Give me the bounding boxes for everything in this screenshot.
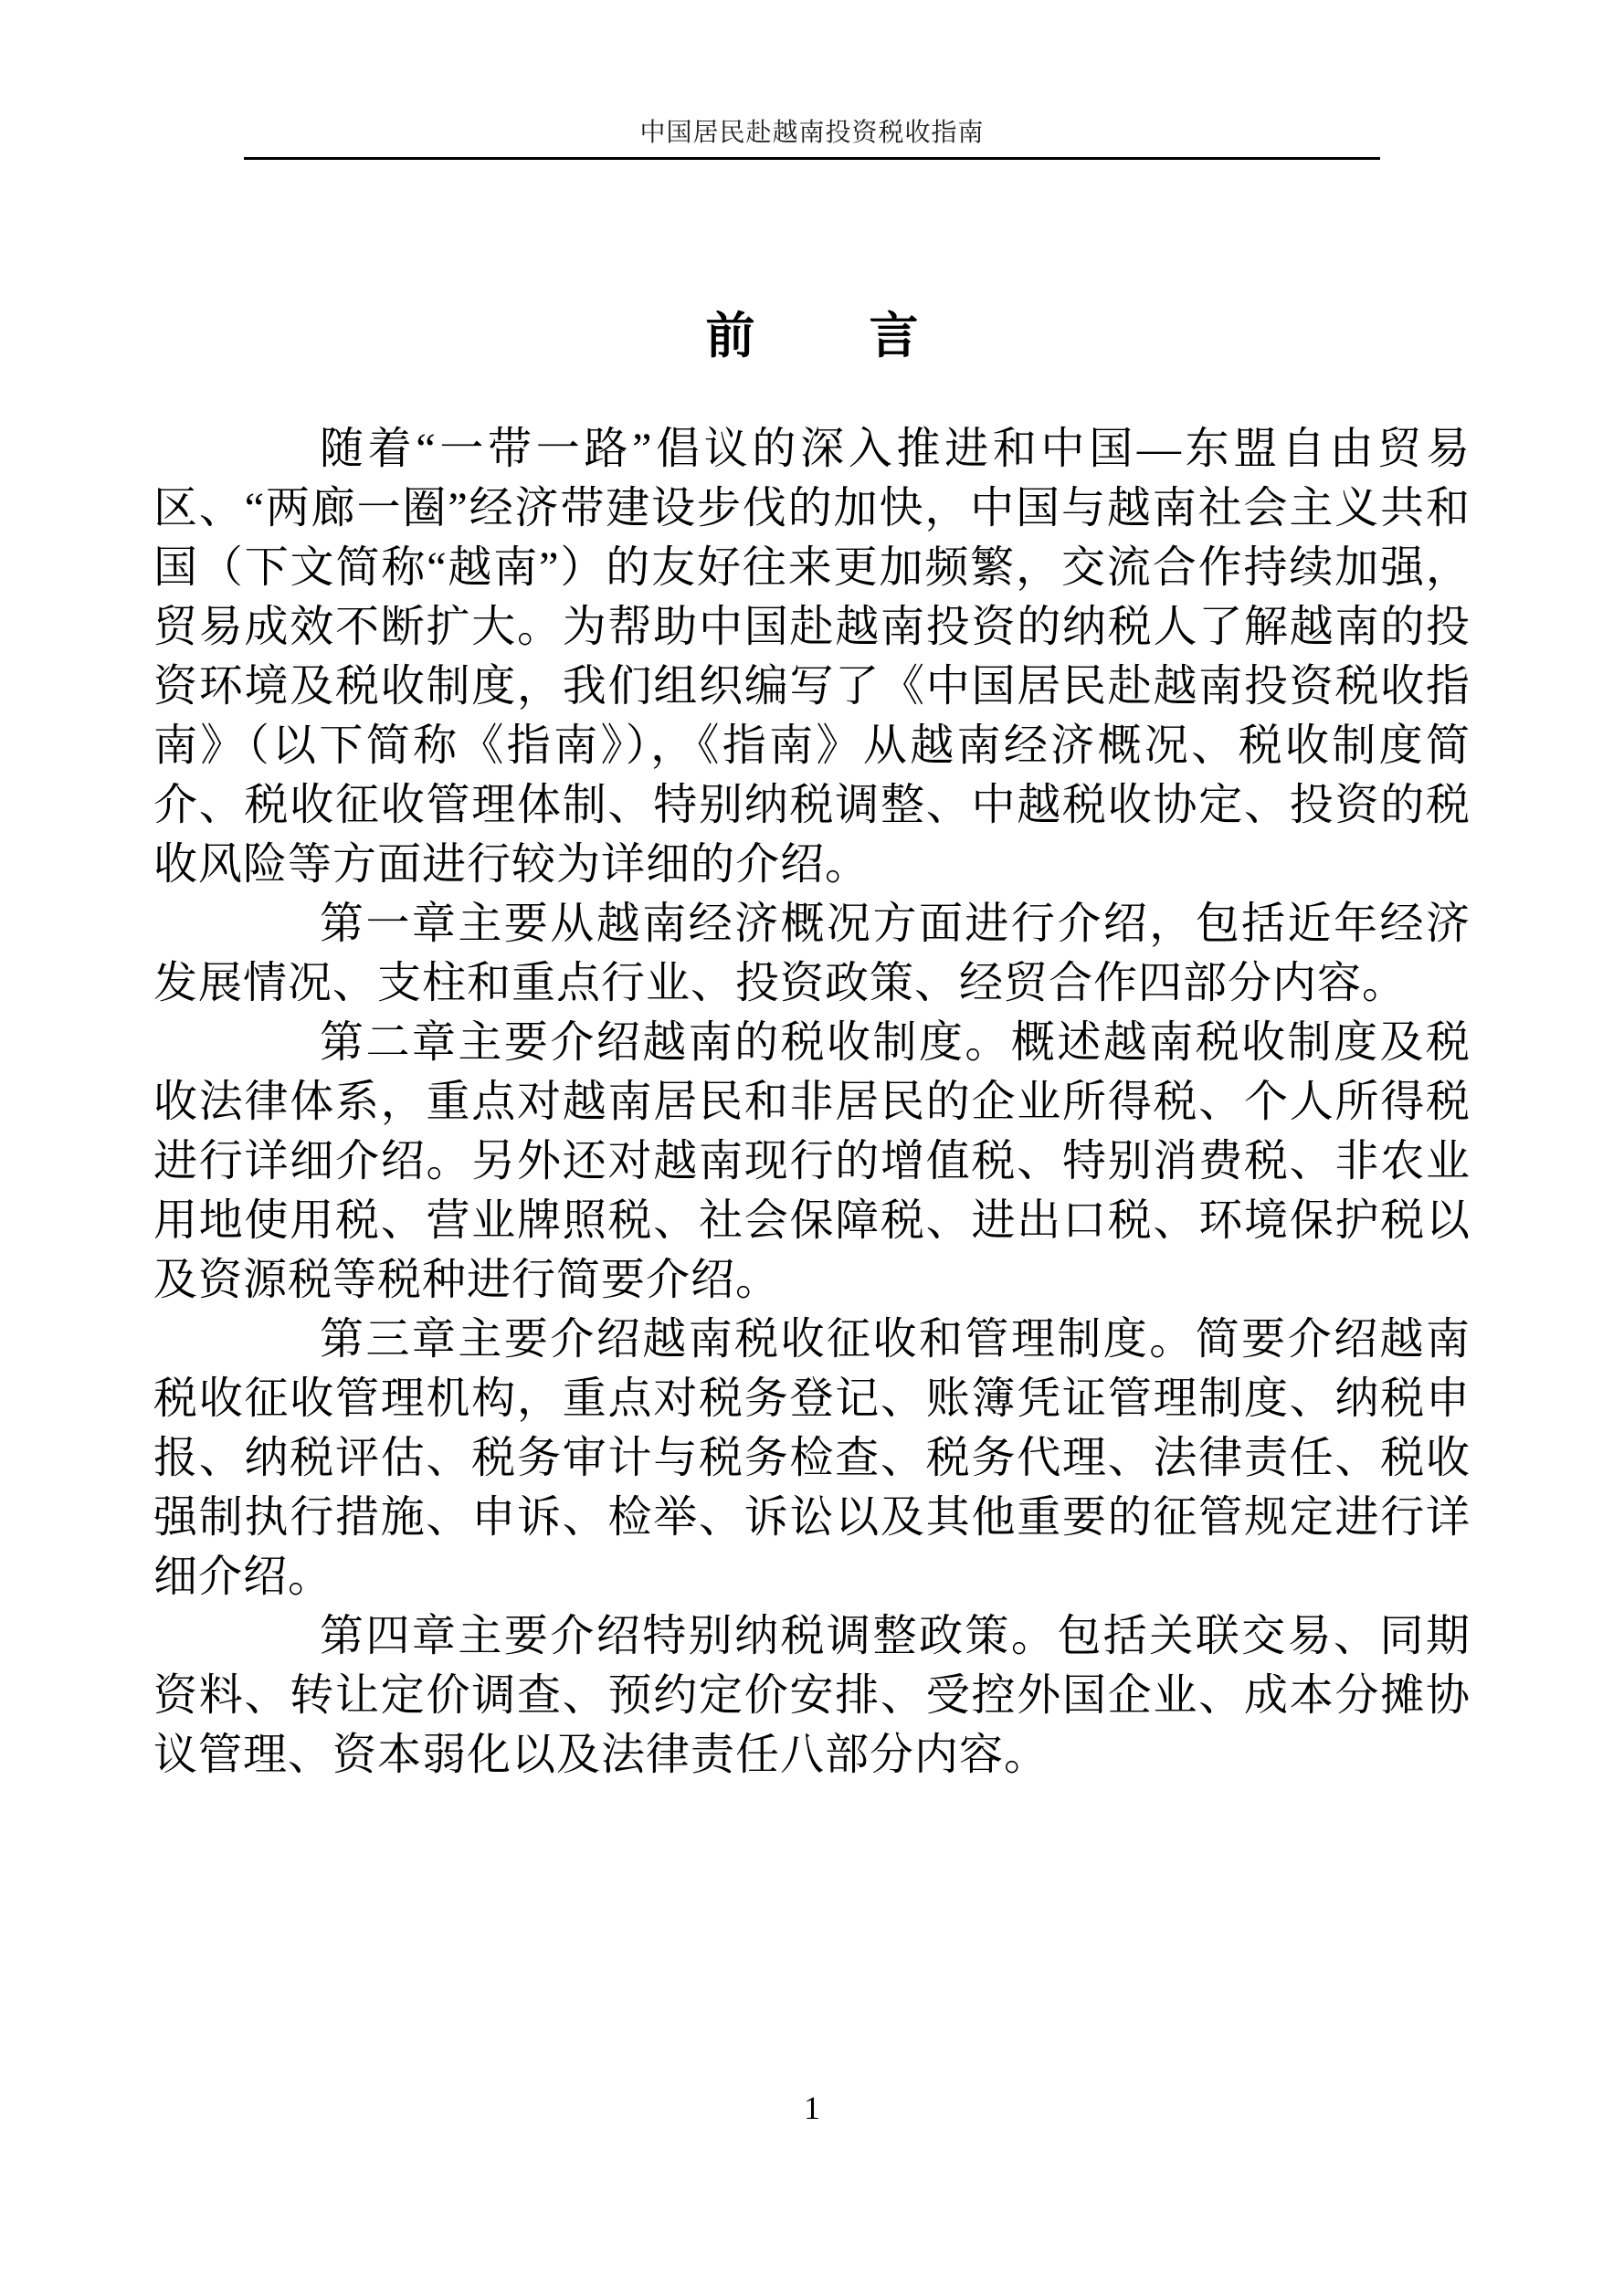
header-rule <box>244 157 1380 160</box>
paragraph-chapter-1: 第一章主要从越南经济概况方面进行介绍，包括近年经济发展情况、支柱和重点行业、投资政策、经贸合作四部分内容。 <box>153 900 1471 1007</box>
page-title-char-1: 前 <box>705 309 755 363</box>
page-title <box>0 310 1624 363</box>
page-title-char-2: 言 <box>869 309 919 363</box>
paragraph-chapter-3: 第三章主要介绍越南税收征收和管理制度。简要介绍越南税收征收管理机构，重点对税务登记、账簿凭证管理制度、纳税申报、纳税评估、税务审计与税务检查、税务代理、法律责任、税收强制执行措施、申诉、检举、诉讼以及其他重要的征管规定进行详细介绍。 <box>153 1315 1471 1601</box>
paragraph-intro: 随着“一带一路”倡议的深入推进和中国—东盟自由贸易区、“两廊一圈”经济带建设步伐的加快，中国与越南社会主义共和国（下文简称“越南”）的友好往来更加频繁，交流合作持续加强，贸易成效不断扩大。为帮助中国赴越南投资的纳税人了解越南的投资环境及税收制度，我们组织编写了《中国居民赴越南投资税收指南》（以下简称《指南》），《指南》从越南经济概况、税收制度简介、税收征收管理体制、特别纳税调整、中越税收协定、投资的税收风险等方面进行较为详细的介绍。 <box>153 425 1471 889</box>
page-number: 1 <box>804 2090 820 2126</box>
running-header-title: 中国居民赴越南投资税收指南 <box>639 119 985 147</box>
paragraph-chapter-4: 第四章主要介绍特别纳税调整政策。包括关联交易、同期资料、转让定价调查、预约定价安排、受控外国企业、成本分摊协议管理、资本弱化以及法律责任八部分内容。 <box>153 1612 1471 1779</box>
paragraph-chapter-2: 第二章主要介绍越南的税收制度。概述越南税收制度及税收法律体系，重点对越南居民和非居民的企业所得税、个人所得税进行详细介绍。另外还对越南现行的增值税、特别消费税、非农业用地使用税、营业牌照税、社会保障税、进出口税、环境保护税以及资源税等税种进行简要介绍。 <box>153 1018 1471 1304</box>
body-text <box>153 419 1471 1785</box>
